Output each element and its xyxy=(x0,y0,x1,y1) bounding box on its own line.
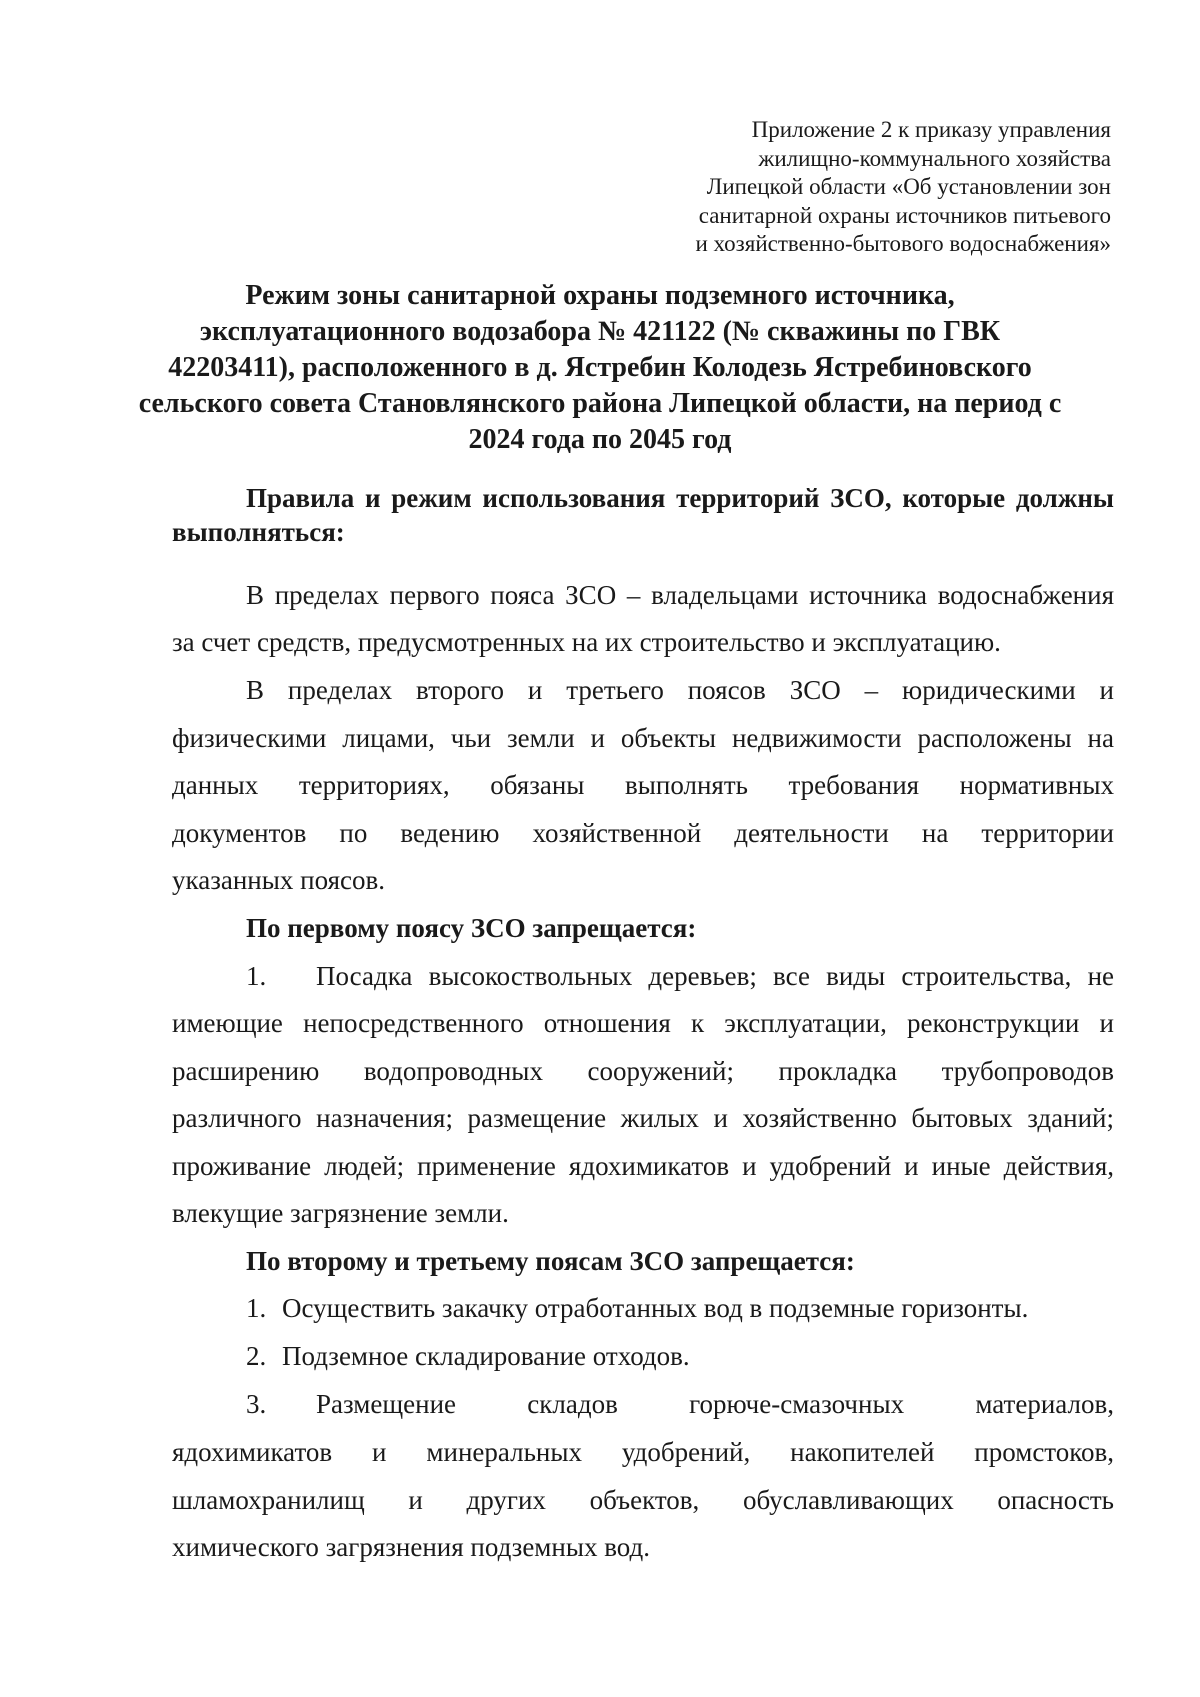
list-item-text: Осуществить закачку отработанных вод в подземные горизонты. xyxy=(282,1293,1029,1323)
title-line: сельского совета Становлянского района Липецкой области, на период с xyxy=(138,388,1062,419)
list-item-line: влекущие загрязнение земли. xyxy=(172,1198,509,1228)
list-item xyxy=(246,1292,1028,1324)
appendix-header xyxy=(591,116,1111,259)
document-title xyxy=(130,278,1070,458)
section-heading: По второму и третьему поясам ЗСО запрещается: xyxy=(246,1246,855,1276)
list-item-line xyxy=(172,1388,1114,1420)
paragraph-line: В пределах первого пояса ЗСО – владельцами источника водоснабжения xyxy=(246,580,1114,610)
paragraph-line: документов по ведению хозяйственной деятельности на территории xyxy=(172,818,1114,848)
list-item-line: проживание людей; применение ядохимикатов и удобрений и иные действия, xyxy=(172,1151,1114,1181)
appendix-line: санитарной охраны источников питьевого xyxy=(698,202,1111,228)
list-number: 1. xyxy=(246,1293,267,1323)
list-item-text: Посадка высокоствольных деревьев; все виды строительства, не xyxy=(316,961,1114,991)
list-item-line: расширению водопроводных сооружений; прокладка трубопроводов xyxy=(172,1056,1114,1086)
paragraph-line: данных территориях, обязаны выполнять требования нормативных xyxy=(172,770,1114,800)
title-line: эксплуатационного водозабора № 421122 (№ скважины по ГВК xyxy=(199,316,1001,347)
list-number: 3. xyxy=(246,1389,267,1419)
list-item-line: ядохимикатов и минеральных удобрений, накопителей промстоков, xyxy=(172,1437,1114,1467)
paragraph-line: физическими лицами, чьи земли и объекты недвижимости расположены на xyxy=(172,723,1114,753)
title-line: 42203411), расположенного в д. Ястребин Колодезь Ястребиновского xyxy=(168,352,1032,383)
list-item xyxy=(246,1340,690,1372)
section-heading: По первому поясу ЗСО запрещается: xyxy=(246,913,697,943)
appendix-line: Липецкой области «Об установлении зон xyxy=(706,174,1111,199)
list-item-line: химического загрязнения подземных вод. xyxy=(172,1532,650,1562)
appendix-line: Приложение 2 к приказу управления xyxy=(751,117,1111,142)
list-item-line: шламохранилищ и других объектов, обуславливающих опасность xyxy=(172,1485,1114,1515)
list-item-text: Подземное складирование отходов. xyxy=(282,1341,690,1371)
list-number: 2. xyxy=(246,1341,267,1371)
list-item-text: Размещение складов горюче-смазочных материалов, xyxy=(316,1389,1114,1419)
appendix-line: и хозяйственно-бытового водоснабжения» xyxy=(695,231,1111,256)
paragraph-line: за счет средств, предусмотренных на их строительство и эксплуатацию. xyxy=(172,627,1001,657)
title-line: Режим зоны санитарной охраны подземного источника, xyxy=(245,280,955,311)
rules-heading-line: выполняться: xyxy=(172,517,345,547)
paragraph-line: указанных поясов. xyxy=(172,865,385,895)
list-item-line: имеющие непосредственного отношения к эксплуатации, реконструкции и xyxy=(172,1008,1114,1038)
paragraph-line: В пределах второго и третьего поясов ЗСО – юридическими и xyxy=(246,675,1114,705)
list-number: 1. xyxy=(246,961,267,991)
appendix-line: жилищно-коммунального хозяйства xyxy=(758,145,1111,171)
rules-heading-line: Правила и режим использования территорий ЗСО, которые должны xyxy=(246,483,1114,513)
title-line: 2024 года по 2045 год xyxy=(468,424,732,455)
list-item-line: различного назначения; размещение жилых и хозяйственно бытовых зданий; xyxy=(172,1103,1114,1133)
list-item-line xyxy=(172,960,1114,992)
